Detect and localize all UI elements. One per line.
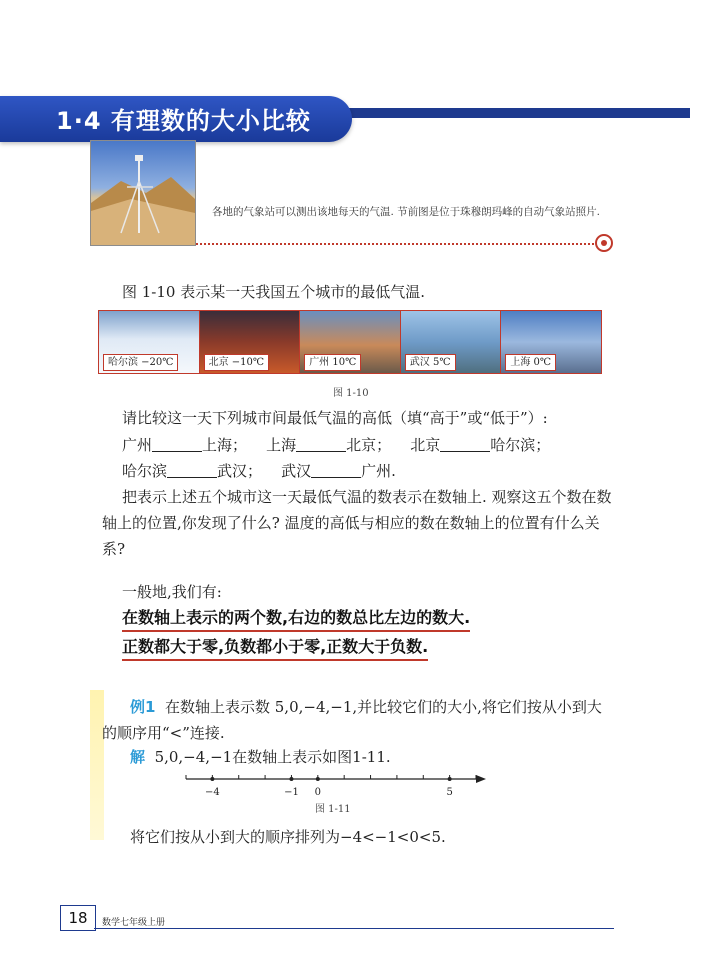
answer-blank[interactable]: [311, 463, 361, 478]
city-photo-wuhan: [401, 311, 502, 373]
answer-blank[interactable]: [167, 463, 217, 478]
explore-paragraph: 把表示上述五个城市这一天最低气温的数表示在数轴上. 观察这五个数在数轴上的位置,你发现了什么? 温度的高低与相应的数在数轴上的位置有什么关系?: [102, 488, 612, 558]
city-photo-guangzhou: [300, 311, 401, 373]
answer-blank[interactable]: [296, 437, 346, 452]
answer-blank[interactable]: [440, 437, 490, 452]
caption-dotted-rule: [196, 243, 594, 245]
city-photo-beijing: [200, 311, 301, 373]
weather-station-photo: [90, 140, 196, 246]
question-row-2: [122, 459, 622, 483]
question-row-1: [122, 433, 622, 457]
city-name: 武汉: [281, 462, 312, 480]
city-name: 广州: [122, 436, 153, 454]
city-label: 武汉 5℃: [405, 354, 456, 371]
city-name: 上海；: [202, 436, 248, 454]
example-label: 例1: [130, 698, 156, 716]
city-name: 武汉；: [217, 462, 263, 480]
section-title: 1·4 有理数的大小比较: [56, 107, 311, 135]
city-label: 广州 10℃: [304, 354, 361, 371]
number-line-label: 0: [314, 787, 322, 798]
number-line-arrow-icon: [476, 775, 486, 783]
city-name: 广州.: [361, 462, 396, 480]
solution-text: 5,0,−4,−1在数轴上表示如图1-11.: [154, 748, 391, 766]
figure-1-11-caption: 图 1-11: [315, 804, 351, 815]
example-conclusion: 将它们按从小到大的顺序排列为−4<−1<0<5.: [130, 828, 446, 846]
city-name: 北京；: [346, 436, 392, 454]
rule-right-greater: 在数轴上表示的两个数,右边的数总比左边的数大.: [122, 605, 470, 632]
book-title: 数学七年级上册: [102, 918, 166, 928]
city-label: 北京 −10℃: [204, 354, 269, 371]
number-line-label: −1: [284, 787, 299, 798]
rule-sign-comparison: 正数都大于零,负数都小于零,正数大于负数.: [122, 634, 428, 661]
city-photo-shanghai: [501, 311, 601, 373]
number-line-point: [289, 777, 293, 781]
figure-1-10-caption: 图 1-10: [333, 388, 369, 399]
number-line: [180, 768, 500, 802]
answer-blank[interactable]: [152, 437, 202, 452]
example-1: [102, 694, 616, 746]
city-name: 上海: [266, 436, 297, 454]
footer-rule: [94, 928, 614, 929]
question-prompt: 请比较这一天下列城市间最低气温的高低（填“高于”或“低于”）:: [122, 409, 548, 427]
number-line-point: [316, 777, 320, 781]
page-number: 18: [60, 905, 96, 931]
solution-label: 解: [130, 748, 146, 766]
solution: [130, 745, 391, 769]
number-line-label: −4: [204, 787, 220, 798]
city-label: 哈尔滨 −20℃: [103, 354, 178, 371]
city-name: 哈尔滨；: [490, 436, 551, 454]
photo-caption: 各地的气象站可以测出该地每天的气温. 节前图是位于珠穆朗玛峰的自动气象站照片.: [212, 206, 601, 218]
intro-text: 图 1-10 表示某一天我国五个城市的最低气温.: [122, 283, 426, 301]
target-dot-icon: [595, 234, 613, 252]
example-text: 在数轴上表示数 5,0,−4,−1,并比较它们的大小,将它们按从小到大的顺序用“<”连接.: [102, 698, 602, 742]
city-photo-strip: [98, 310, 602, 374]
number-line-point: [448, 777, 452, 781]
city-name: 哈尔滨: [122, 462, 168, 480]
general-statement: 一般地,我们有:: [122, 583, 222, 601]
number-line-point: [210, 777, 214, 781]
city-name: 北京: [410, 436, 441, 454]
city-label: 上海 0℃: [505, 354, 556, 371]
number-line-label: 5: [446, 787, 453, 798]
city-photo-harbin: [99, 311, 200, 373]
